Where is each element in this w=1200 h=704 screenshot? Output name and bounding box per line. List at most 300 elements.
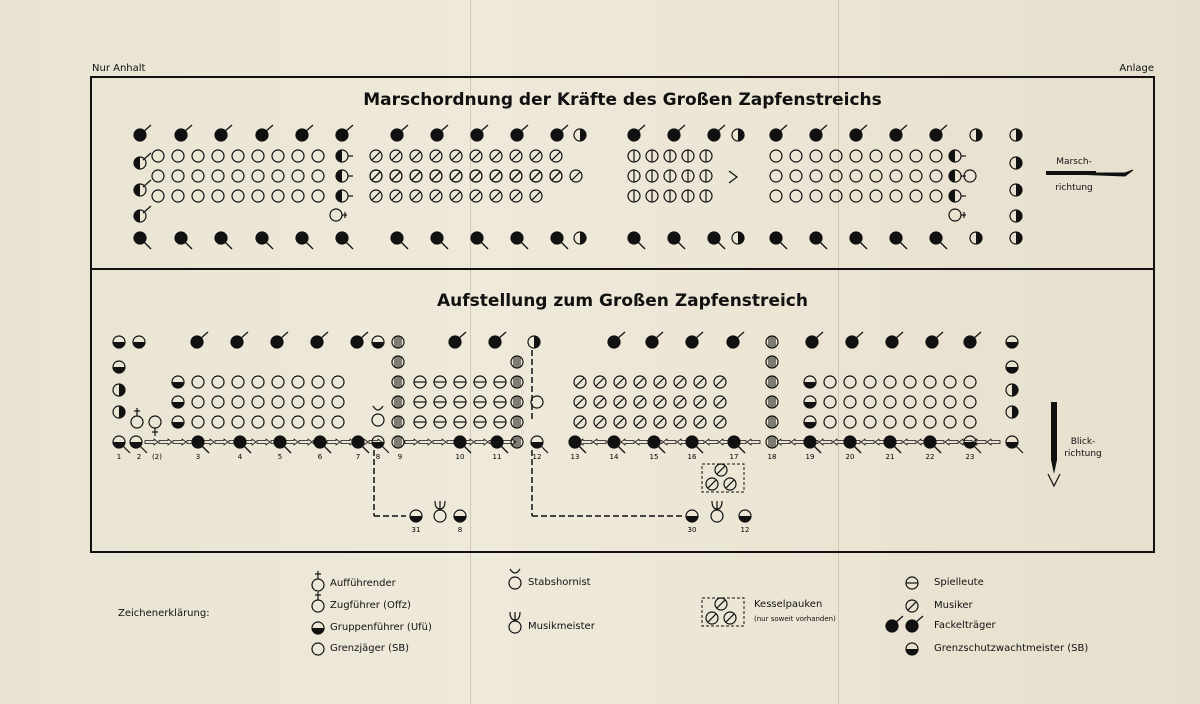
legend-label-zugfuehrer: Zugführer (Offz) xyxy=(330,600,411,611)
diag-symbol xyxy=(530,170,542,182)
open-symbol xyxy=(212,190,224,202)
torchL-symbol xyxy=(770,232,787,249)
diag-symbol xyxy=(490,190,502,202)
open-symbol xyxy=(930,150,942,162)
open-symbol xyxy=(332,396,344,408)
open-symbol xyxy=(232,150,244,162)
open-symbol xyxy=(192,396,204,408)
hatch-symbol xyxy=(511,416,523,428)
torchR-symbol xyxy=(551,125,568,141)
torchL-symbol xyxy=(551,232,568,249)
formation-arrow xyxy=(747,439,760,445)
torchR-symbol xyxy=(311,332,328,348)
torchR-symbol xyxy=(256,125,273,141)
horiz-symbol xyxy=(474,396,486,408)
diag-symbol xyxy=(674,396,686,408)
open-symbol xyxy=(292,396,304,408)
horiz-symbol xyxy=(454,416,466,428)
diag-symbol xyxy=(715,464,727,476)
formation-arrow xyxy=(705,439,718,445)
open-symbol xyxy=(850,190,862,202)
hatch-symbol xyxy=(766,336,778,348)
open-symbol xyxy=(824,416,836,428)
torchL-symbol xyxy=(274,436,291,453)
diag-symbol xyxy=(715,598,727,610)
bottom-symbol xyxy=(1006,336,1018,348)
position-number: 1 xyxy=(116,453,122,461)
diag-symbol xyxy=(634,396,646,408)
open-symbol xyxy=(292,190,304,202)
halfRdash-symbol xyxy=(949,150,966,162)
open-symbol xyxy=(790,190,802,202)
crossTop-symbol xyxy=(312,571,324,591)
open-symbol xyxy=(192,170,204,182)
torchL-symbol xyxy=(296,232,313,249)
torchL-symbol xyxy=(352,436,369,453)
diag-symbol xyxy=(614,416,626,428)
formation-arrow xyxy=(635,439,648,445)
bottom-symbol xyxy=(410,510,422,522)
open-symbol xyxy=(312,396,324,408)
bottom-symbol xyxy=(372,336,384,348)
march-direction-label xyxy=(1044,156,1104,194)
formation-arrow xyxy=(327,439,340,445)
vert-symbol xyxy=(700,170,712,182)
formation-arrow xyxy=(475,439,488,445)
formation-arrow xyxy=(621,439,634,445)
torchR-symbol xyxy=(708,125,725,141)
open-symbol xyxy=(770,170,782,182)
hatch-symbol xyxy=(766,396,778,408)
open-symbol xyxy=(212,376,224,388)
view-direction-arrowhead xyxy=(1048,474,1060,486)
open-symbol xyxy=(272,376,284,388)
open-symbol xyxy=(212,170,224,182)
horiz-symbol xyxy=(494,376,506,388)
diag-symbol xyxy=(654,416,666,428)
open-symbol xyxy=(292,170,304,182)
formation-arrow xyxy=(299,439,312,445)
torchR-symbol xyxy=(890,125,907,141)
formation-arrow xyxy=(145,439,158,445)
open-symbol xyxy=(870,150,882,162)
halfR-symbol xyxy=(1010,129,1022,141)
torchL-symbol xyxy=(215,232,232,249)
open-symbol xyxy=(312,376,324,388)
diag-symbol xyxy=(510,150,522,162)
formation-arrow xyxy=(405,439,418,445)
torchR-symbol xyxy=(608,332,625,348)
horiz-symbol xyxy=(414,376,426,388)
position-number: 16 xyxy=(687,453,697,461)
bottom-symbol xyxy=(686,510,698,522)
horiz-symbol xyxy=(906,577,918,589)
march-direction-line1: Marsch- xyxy=(1056,157,1092,167)
cross-symbol xyxy=(330,209,347,221)
torchR-symbol xyxy=(431,125,448,141)
diag-symbol xyxy=(714,396,726,408)
open-symbol xyxy=(864,416,876,428)
open-symbol xyxy=(964,376,976,388)
open-symbol xyxy=(272,396,284,408)
view-direction-label xyxy=(1058,436,1108,460)
open-symbol xyxy=(944,416,956,428)
bottom-symbol xyxy=(172,376,184,388)
legend-label-grenzjaeger: Grenzjäger (SB) xyxy=(330,643,410,654)
right-note: Anlage xyxy=(1119,63,1154,74)
open-symbol xyxy=(272,416,284,428)
torchR-symbol xyxy=(231,332,248,348)
diag-symbol xyxy=(410,190,422,202)
open-symbol xyxy=(312,190,324,202)
position-number: 13 xyxy=(570,453,580,461)
torchR-symbol xyxy=(628,125,645,141)
diag-symbol xyxy=(694,396,706,408)
open-symbol xyxy=(252,190,264,202)
torchL-symbol xyxy=(234,436,251,453)
position-number: 15 xyxy=(649,453,659,461)
open-symbol xyxy=(312,416,324,428)
formation-arrow xyxy=(987,439,1000,445)
bottom-symbol xyxy=(739,510,751,522)
position-number: 11 xyxy=(492,453,502,461)
halfR-symbol xyxy=(528,336,540,348)
position-number: 4 xyxy=(237,453,243,461)
branch-number: 12 xyxy=(740,526,750,534)
torchR-symbol xyxy=(391,125,408,141)
torchL-symbol xyxy=(924,436,941,453)
open-symbol xyxy=(252,396,264,408)
diag-symbol xyxy=(714,416,726,428)
open-symbol xyxy=(292,416,304,428)
formation-arrow xyxy=(663,439,676,445)
torchL-symbol xyxy=(648,436,665,453)
position-number: 3 xyxy=(195,453,201,461)
open-symbol xyxy=(252,150,264,162)
torchL-symbol xyxy=(256,232,273,249)
open-symbol xyxy=(830,190,842,202)
diag-symbol xyxy=(390,190,402,202)
hatch-symbol xyxy=(511,356,523,368)
torchR-symbol xyxy=(336,125,353,141)
bottom-symbol xyxy=(906,643,918,655)
torchR-symbol xyxy=(930,125,947,141)
open-symbol xyxy=(212,396,224,408)
diag-symbol xyxy=(614,376,626,388)
open-symbol xyxy=(844,396,856,408)
diag-symbol xyxy=(706,612,718,624)
torchL-symbol xyxy=(471,232,488,249)
torchR-symbol xyxy=(296,125,313,141)
hatch-symbol xyxy=(392,376,404,388)
bottom-symbol xyxy=(1006,361,1018,373)
torchR-symbol xyxy=(906,616,923,632)
open-symbol xyxy=(924,416,936,428)
horiz-symbol xyxy=(494,416,506,428)
open-symbol xyxy=(844,416,856,428)
open-symbol xyxy=(850,150,862,162)
open-symbol xyxy=(864,376,876,388)
position-number: 23 xyxy=(965,453,975,461)
diag-symbol xyxy=(470,170,482,182)
legend-label-gruppenfuehrer: Gruppenführer (Ufü) xyxy=(330,622,432,633)
open-symbol xyxy=(172,170,184,182)
open-symbol xyxy=(232,376,244,388)
bottom-symbol xyxy=(454,510,466,522)
diag-symbol xyxy=(410,150,422,162)
diag-symbol xyxy=(450,170,462,182)
hatch-symbol xyxy=(766,356,778,368)
hatch-symbol xyxy=(511,376,523,388)
diag-symbol xyxy=(574,396,586,408)
diag-symbol xyxy=(510,170,522,182)
bottom-symbol xyxy=(312,622,324,634)
torchR-symbol xyxy=(846,332,863,348)
hatch-symbol xyxy=(766,416,778,428)
open-symbol xyxy=(152,190,164,202)
diag-symbol xyxy=(530,150,542,162)
view-direction-line2: richtung xyxy=(1064,449,1102,459)
open-symbol xyxy=(850,170,862,182)
diag-symbol xyxy=(450,190,462,202)
position-number: 22 xyxy=(925,453,935,461)
open-symbol xyxy=(232,190,244,202)
diag-symbol xyxy=(430,170,442,182)
horiz-symbol xyxy=(414,396,426,408)
halfR-symbol xyxy=(970,232,982,244)
position-number: 9 xyxy=(397,453,403,461)
torchL-symbol xyxy=(804,436,821,453)
formation-arrow xyxy=(819,439,832,445)
bottomT-symbol xyxy=(1006,436,1023,453)
formation-arrow xyxy=(285,439,298,445)
halfR-symbol xyxy=(970,129,982,141)
diag-symbol xyxy=(470,150,482,162)
open-symbol xyxy=(152,150,164,162)
horiz-symbol xyxy=(434,396,446,408)
diag-symbol xyxy=(724,478,736,490)
open-symbol xyxy=(172,150,184,162)
vert-symbol xyxy=(646,170,658,182)
diag-symbol xyxy=(694,376,706,388)
diag-symbol xyxy=(550,170,562,182)
open-symbol xyxy=(924,376,936,388)
halfR-symbol xyxy=(1010,184,1022,196)
diag-symbol xyxy=(706,478,718,490)
open-symbol xyxy=(770,190,782,202)
bottomT-symbol xyxy=(964,436,981,453)
bottom-symbol xyxy=(804,416,816,428)
formation-arrow xyxy=(593,439,606,445)
halfR-symbol xyxy=(1010,210,1022,222)
horiz-symbol xyxy=(434,376,446,388)
halfR-symbol xyxy=(1010,157,1022,169)
torchR-symbol xyxy=(471,125,488,141)
bottomT-symbol xyxy=(113,436,130,453)
open-symbol xyxy=(910,190,922,202)
bottom-symbol xyxy=(804,376,816,388)
open-symbol xyxy=(332,416,344,428)
open-symbol xyxy=(890,190,902,202)
vert-symbol xyxy=(628,170,640,182)
position-number: 5 xyxy=(277,453,283,461)
open-symbol xyxy=(890,150,902,162)
bottom-symbol xyxy=(133,336,145,348)
formation-arrow xyxy=(945,439,958,445)
open-symbol xyxy=(152,170,164,182)
horiz-symbol xyxy=(454,376,466,388)
open-symbol xyxy=(312,150,324,162)
torchL-symbol xyxy=(810,232,827,249)
diag-symbol xyxy=(370,170,382,182)
bottom-symbol xyxy=(172,416,184,428)
position-number: (2) xyxy=(152,453,162,461)
diag-symbol xyxy=(906,600,918,612)
diag-symbol xyxy=(654,396,666,408)
open-symbol xyxy=(252,416,264,428)
diag-symbol xyxy=(674,416,686,428)
vert-symbol xyxy=(700,150,712,162)
open-symbol xyxy=(930,170,942,182)
open-symbol xyxy=(844,376,856,388)
halfR-symbol xyxy=(113,406,125,418)
torchL-symbol xyxy=(491,436,508,453)
halfR-symbol xyxy=(732,232,744,244)
open-symbol xyxy=(172,190,184,202)
formation-arrow xyxy=(159,439,172,445)
position-number: 18 xyxy=(767,453,777,461)
halfR-symbol xyxy=(732,129,744,141)
diag-symbol xyxy=(594,416,606,428)
horiz-symbol xyxy=(474,376,486,388)
open-symbol xyxy=(292,376,304,388)
torchL-symbol xyxy=(192,436,209,453)
torchL-symbol xyxy=(844,436,861,453)
open-symbol xyxy=(810,170,822,182)
legend-label-spielleute: Spielleute xyxy=(934,577,984,588)
hatch-symbol xyxy=(511,396,523,408)
halfLR-symbol xyxy=(134,180,151,196)
formation-arrow xyxy=(215,439,228,445)
formation-arrow xyxy=(257,439,270,445)
halfLR-symbol xyxy=(134,153,151,169)
torchL-symbol xyxy=(668,232,685,249)
lyre-symbol xyxy=(509,612,521,633)
horiz-symbol xyxy=(494,396,506,408)
horiz-symbol xyxy=(414,416,426,428)
position-number: 10 xyxy=(455,453,465,461)
open-symbol xyxy=(864,396,876,408)
open-symbol xyxy=(232,396,244,408)
diag-symbol xyxy=(634,416,646,428)
torchL-symbol xyxy=(930,232,947,249)
open-symbol xyxy=(964,416,976,428)
open-symbol xyxy=(890,170,902,182)
open-symbol xyxy=(790,170,802,182)
branch-number: 31 xyxy=(411,526,421,534)
legend-label-auffuehrender: Aufführender xyxy=(330,578,396,589)
torchL-symbol xyxy=(628,232,645,249)
open-symbol xyxy=(192,416,204,428)
formation-arrow xyxy=(861,439,874,445)
halfLR-symbol xyxy=(134,206,151,222)
torchR-symbol xyxy=(668,125,685,141)
open-symbol xyxy=(910,150,922,162)
open-symbol xyxy=(272,170,284,182)
open-symbol xyxy=(924,396,936,408)
open-symbol xyxy=(944,376,956,388)
diag-symbol xyxy=(410,170,422,182)
diag-symbol xyxy=(674,376,686,388)
open-symbol xyxy=(830,150,842,162)
formation-arrow xyxy=(173,439,186,445)
vert-symbol xyxy=(664,190,676,202)
hatch-symbol xyxy=(392,396,404,408)
crossTop-symbol xyxy=(312,592,324,612)
open-symbol xyxy=(810,190,822,202)
open-symbol xyxy=(870,190,882,202)
open-symbol xyxy=(824,376,836,388)
open-symbol xyxy=(904,416,916,428)
torchR-symbol xyxy=(806,332,823,348)
torchL-symbol xyxy=(569,436,586,453)
torchR-symbol xyxy=(271,332,288,348)
halfRdash-symbol xyxy=(949,190,966,202)
open-symbol xyxy=(192,376,204,388)
left-note: Nur Anhalt xyxy=(92,63,146,74)
hatch-symbol xyxy=(766,376,778,388)
bottom-symbol xyxy=(113,361,125,373)
hatch-symbol xyxy=(392,436,404,448)
open-symbol xyxy=(964,396,976,408)
diag-symbol xyxy=(490,150,502,162)
diag-symbol xyxy=(574,376,586,388)
diag-symbol xyxy=(390,170,402,182)
open-symbol xyxy=(904,376,916,388)
diag-symbol xyxy=(550,150,562,162)
diag-symbol xyxy=(574,416,586,428)
formation-arrow xyxy=(791,439,804,445)
halfR-symbol xyxy=(1010,232,1022,244)
position-number: 8 xyxy=(375,453,381,461)
diag-symbol xyxy=(594,376,606,388)
open-symbol xyxy=(810,150,822,162)
branch-number: 30 xyxy=(687,526,697,534)
open-symbol xyxy=(531,396,543,408)
diag-symbol xyxy=(654,376,666,388)
diag-symbol xyxy=(570,170,582,182)
position-number: 6 xyxy=(317,453,323,461)
vert-symbol xyxy=(682,170,694,182)
torchR-symbol xyxy=(926,332,943,348)
setup-title: Aufstellung zum Großen Zapfenstreich xyxy=(437,291,808,311)
hatch-symbol xyxy=(511,436,523,448)
vert-symbol xyxy=(664,170,676,182)
open-symbol xyxy=(272,150,284,162)
vert-symbol xyxy=(628,150,640,162)
open-symbol xyxy=(884,396,896,408)
open-symbol xyxy=(232,170,244,182)
open-symbol xyxy=(272,190,284,202)
hatch-symbol xyxy=(766,436,778,448)
open-symbol xyxy=(212,150,224,162)
torchR-symbol xyxy=(511,125,528,141)
open-symbol xyxy=(930,190,942,202)
torchL-symbol xyxy=(336,232,353,249)
legend-label-fackeltraeger: Fackelträger xyxy=(934,620,996,631)
hatch-symbol xyxy=(392,356,404,368)
diag-symbol xyxy=(614,396,626,408)
